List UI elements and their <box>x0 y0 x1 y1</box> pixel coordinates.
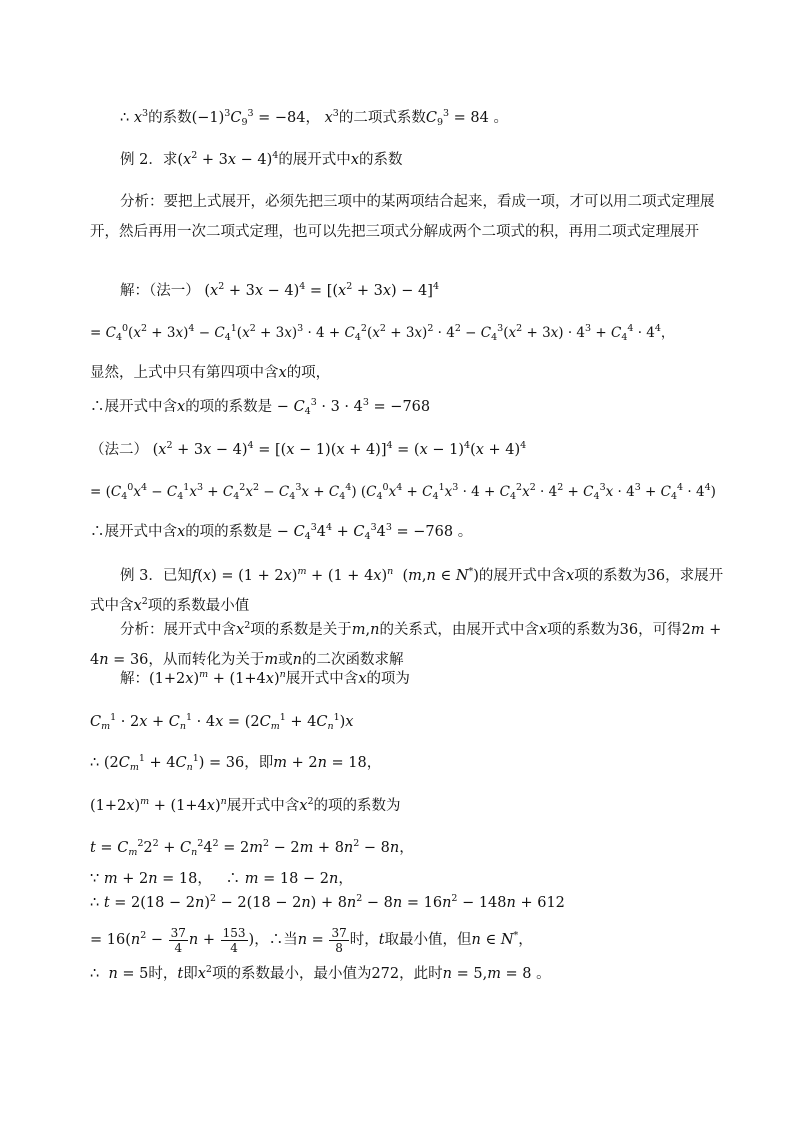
example3-t-in-n: ∴ $t = 2(18 - 2n)^2 - 2(18 - 2n) + 8n^2 - 8n = 16n^2 - 148n + 612$ <box>90 893 565 911</box>
example3-condition: ∴ $(2C_m^1 + 4C_n^1) = 36$，即m + 2n = 18， <box>90 753 382 773</box>
example3-linear-term: $C_m^1 \cdot 2x + C_n^1 \cdot 4x = (2C_m^1 + 4C_n^1)x$ <box>90 712 354 732</box>
example1-conclusion: ∴ $x^3$的系数$(-1)^3C_9^3 = -84$， $x^3$的二项式系数$C_9^3 = 84$ 。 <box>120 108 508 128</box>
example2-method1-result: ∴展开式中含x的项的系数是 − $C_4^3 \cdot 3 \cdot 4^3 = -768$ <box>90 397 431 417</box>
example3-t-expression: $t = C_m^22^2 + C_n^24^2 = 2m^2 - 2m + 8n^2 - 8n$， <box>90 838 414 858</box>
example2-method2-result: ∴展开式中含x的项的系数是 − $C_4^34^4 + C_4^34^3 = -768$ 。 <box>90 522 473 542</box>
example3-final-answer: ∴ n = 5时，t即$x^2$项的系数最小，最小值为272，此时n = 5,m = 8 。 <box>90 964 551 982</box>
example2-method1-start: 解：（法一） $(x^2 + 3x - 4)^4 = [(x^2 + 3x) - 4]^4$ <box>120 281 439 299</box>
example3-completing-square: = $16(n^2$ − $\frac{37}{4}$ n + $\frac{153}{4}$ )，∴当n = $\frac{37}{8}$ 时，t取最小值，但n ∈ N*， <box>90 925 533 955</box>
example2-analysis: 分析：要把上式展开，必须先把三项中的某两项结合起来，看成一项，才可以用二项式定理展开，然后再用一次二项式定理，也可以先把三项式分解成两个二项式的积，再用二项式定理展开 <box>90 194 715 240</box>
example3-title: 例 3．已知$f(x) = (1 + 2x)^m + (1 + 4x)^n$ (m,n ∈ N*)的展开式中含x项的系数为36，求展开式中含$x^2$项的系数最小值 <box>90 566 724 614</box>
example3-substitution: ∵ m + 2n = 18， ∴ m = 18 − 2n， <box>90 871 353 887</box>
example3-solution-start: 解：$(1+2x)^m + (1+4x)^n$展开式中含x的项为 <box>120 669 410 687</box>
example2-method2-expansion: = $(C_4^0x^4 - C_4^1x^3 + C_4^2x^2 - C_4^3x + C_4^4) (C_4^0x^4 + C_4^1x^3 \cdot 4 + C_4^2x^2 \cdot 4^2 + C_4^3x \cdot 4^3 + C_4^4 \cdot 4^4)$ <box>90 482 716 502</box>
example2-method1-expansion: = $C_4^0(x^2 + 3x)^4 - C_4^1(x^2 + 3x)^3 \cdot 4 + C_4^2(x^2 + 3x)^2 \cdot 4^2 - C_4^3(x^2 + 3x) \cdot 4^3 + C_4^4 \cdot 4^4$， <box>90 323 675 343</box>
example2-observation: 显然，上式中只有第四项中含x的项， <box>90 365 331 381</box>
example2-method2-start: （法二） $(x^2 + 3x - 4)^4 = [(x - 1)(x + 4)]^4 = (x - 1)^4(x + 4)^4$ <box>90 440 527 458</box>
example3-quadratic-term-intro: $(1+2x)^m + (1+4x)^n$展开式中含$x^2$的项的系数为 <box>90 796 401 814</box>
example3-analysis: 分析：展开式中含$x^2$项的系数是关于m,n的关系式，由展开式中含x项的系数为36，可得2m + 4n = 36，从而转化为关于m或n的二次函数求解 <box>90 620 722 668</box>
example2-title: 例 2．求$(x^2 + 3x - 4)^4$的展开式中x的系数 <box>120 150 403 168</box>
